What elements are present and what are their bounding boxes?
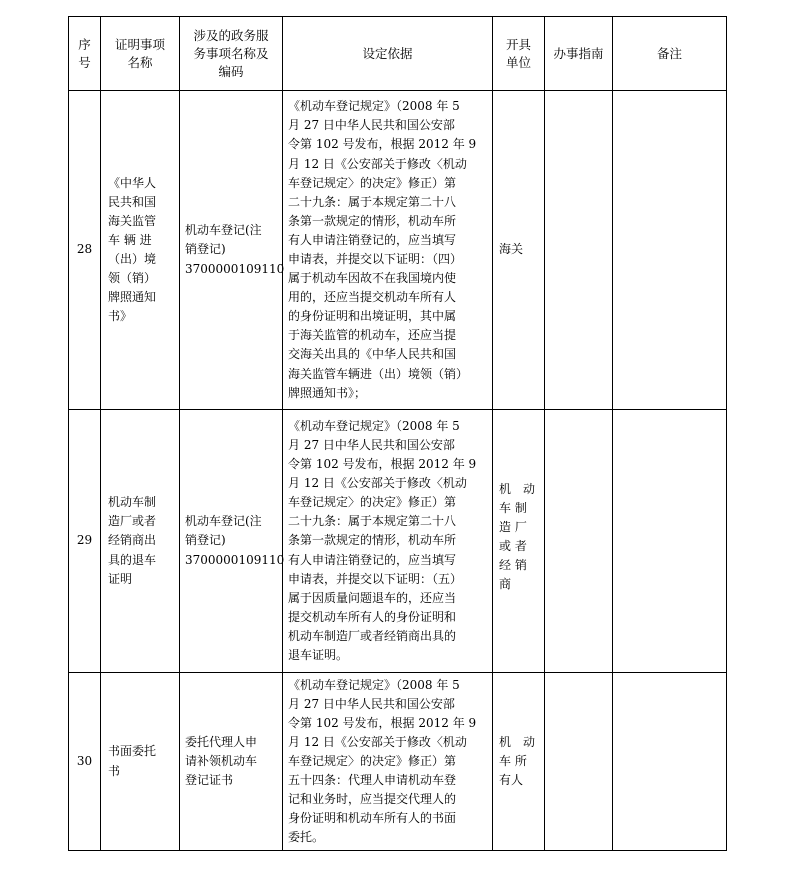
note-cell [613,410,727,673]
service-name: 机动车登记(注 销登记) 3700000109110 [180,410,283,673]
guide-cell [545,673,613,851]
row-number: 29 [69,410,101,673]
header-item-name: 证明事项 名称 [101,17,180,91]
issuing-unit: 机 动 车 所 有人 [493,673,545,851]
row-number: 28 [69,91,101,410]
header-seq: 序 号 [69,17,101,91]
table-row [69,91,727,410]
certification-items-table [68,16,727,851]
service-name: 委托代理人申 请补领机动车 登记证书 [180,673,283,851]
header-service-name: 涉及的政务服 务事项名称及 编码 [180,17,283,91]
table-row [69,410,727,673]
item-name: 书面委托 书 [101,673,180,851]
legal-basis: 《机动车登记规定》（2008 年 5 月 27 日中华人民共和国公安部 令第 102 号发布，根据 2012 年 9 月 12 日《公安部关于修改〈机动 车登记规定〉的决定》修正）第 二十九条：属于本规定第二十八 条第一款规定的情形，机动车所 有人申请注销登记的，应当填写 申请表，并提交以下证明：（四） 属于机动车因故不在我国境内使 用的，还应当提交机动车所有人 的身份证明和出境证明，其中属 于海关监管的机动车，还应当提 交海关出具的《中华人民共和国 海关监管车辆进（出）境领（销） 牌照通知书》； [283,91,493,410]
item-name: 《中华人 民共和国 海关监管 车 辆 进 （出）境 领（销） 牌照通知 书》 [101,91,180,410]
legal-basis: 《机动车登记规定》（2008 年 5 月 27 日中华人民共和国公安部 令第 102 号发布，根据 2012 年 9 月 12 日《公安部关于修改〈机动 车登记规定〉的决定》修正）第 五十四条：代理人申请机动车登 记和业务时，应当提交代理人的 身份证明和机动车所有人的书面 委托。 [283,673,493,851]
header-note: 备注 [613,17,727,91]
guide-cell [545,91,613,410]
note-cell [613,673,727,851]
legal-basis: 《机动车登记规定》（2008 年 5 月 27 日中华人民共和国公安部 令第 102 号发布，根据 2012 年 9 月 12 日《公安部关于修改〈机动 车登记规定〉的决定》修正）第 二十九条：属于本规定第二十八 条第一款规定的情形，机动车所 有人申请注销登记的，应当填写 申请表，并提交以下证明：（五） 属于因质量问题退车的，还应当 提交机动车所有人的身份证明和 机动车制造厂或者经销商出具的 退车证明。 [283,410,493,673]
note-cell [613,91,727,410]
row-number: 30 [69,673,101,851]
header-guide: 办事指南 [545,17,613,91]
header-row [69,17,727,91]
issuing-unit: 机 动 车 制 造 厂 或 者 经 销 商 [493,410,545,673]
header-issuing-unit: 开具 单位 [493,17,545,91]
service-name: 机动车登记(注 销登记) 3700000109110 [180,91,283,410]
header-basis: 设定依据 [283,17,493,91]
table-row [69,673,727,851]
issuing-unit: 海关 [493,91,545,410]
item-name: 机动车制 造厂或者 经销商出 具的退车 证明 [101,410,180,673]
guide-cell [545,410,613,673]
